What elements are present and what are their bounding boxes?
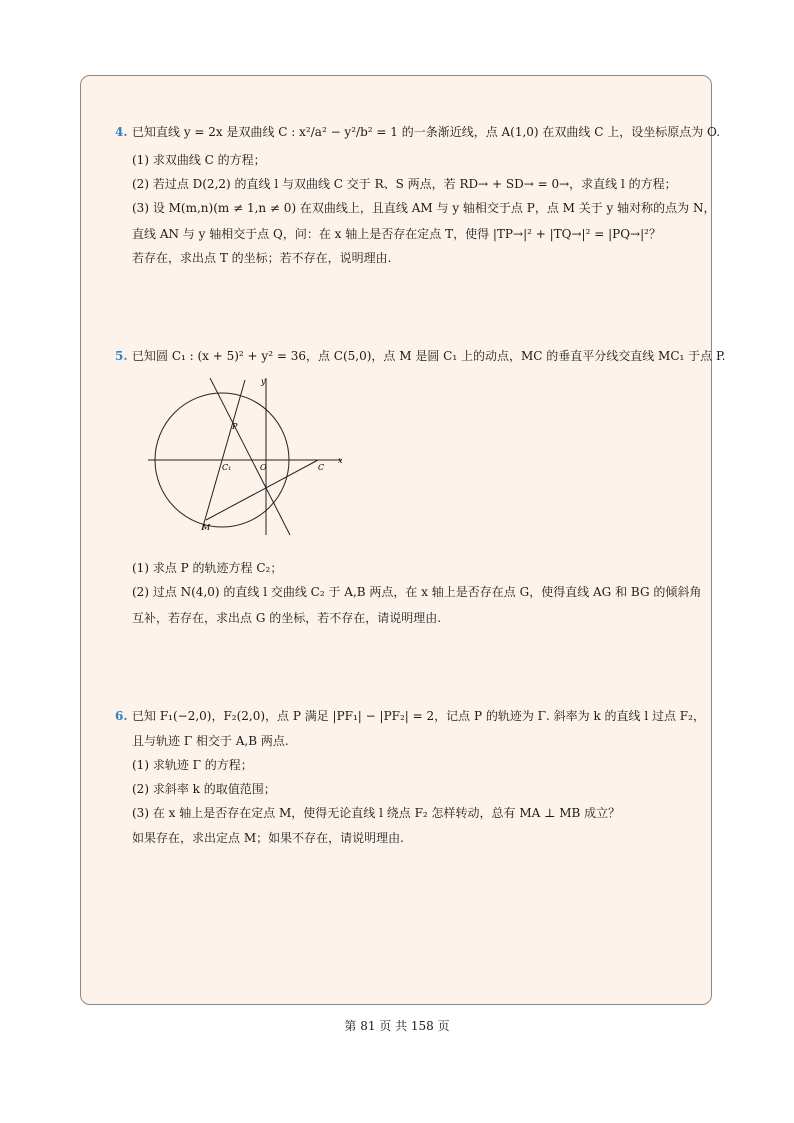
problem-5-line-3: (2) 过点 N(4,0) 的直线 l 交曲线 C₂ 于 A,B 两点，在 x 轴上是否存在点 G，使得直线 AG 和 BG 的倾斜角 (132, 585, 702, 599)
label-c: C (318, 463, 325, 472)
problem-4-line-6: 若存在，求出点 T 的坐标；若不存在，说明理由. (132, 251, 392, 265)
label-y: y (261, 377, 266, 386)
problem-5-number: 5. (115, 349, 128, 363)
label-p: P (232, 422, 238, 431)
problem-6-number: 6. (115, 709, 128, 723)
page-footer: 第 81 页 共 158 页 (344, 1019, 450, 1033)
problem-6-line-2: 且与轨迹 Γ 相交于 A,B 两点. (132, 734, 289, 748)
geometry-figure (140, 370, 350, 540)
problem-4-line-3: (2) 若过点 D(2,2) 的直线 l 与双曲线 C 交于 R、S 两点，若 RD→ + SD→ = 0→，求直线 l 的方程； (132, 177, 677, 191)
label-c1: C₁ (222, 463, 232, 472)
problem-4-line-1: 已知直线 y = 2x 是双曲线 C : x²/a² − y²/b² = 1 的一条渐近线，点 A(1,0) 在双曲线 C 上，设坐标原点为 O. (132, 125, 721, 139)
problem-5-line-1: 已知圆 C₁ : (x + 5)² + y² = 36，点 C(5,0)，点 M 是圆 C₁ 上的动点，MC 的垂直平分线交直线 MC₁ 于点 P. (132, 349, 726, 363)
problem-4-line-4: (3) 设 M(m,n)(m ≠ 1,n ≠ 0) 在双曲线上，且直线 AM 与 y 轴相交于点 P，点 M 关于 y 轴对称的点为 N， (132, 201, 716, 215)
problem-6-line-5: (3) 在 x 轴上是否存在定点 M，使得无论直线 l 绕点 F₂ 怎样转动，总有 MA ⊥ MB 成立？ (132, 806, 621, 820)
problem-4-line-5: 直线 AN 与 y 轴相交于点 Q，问：在 x 轴上是否存在定点 T，使得 |TP→|² + |TQ→|² = |PQ→|²？ (132, 227, 661, 241)
problem-5-line-4: 互补，若存在，求出点 G 的坐标，若不存在，请说明理由. (132, 611, 442, 625)
label-m: M (202, 523, 211, 532)
label-o: O (260, 463, 267, 472)
problem-4-number: 4. (115, 125, 128, 139)
problem-4-line-2: (1) 求双曲线 C 的方程； (132, 153, 266, 167)
problem-6-line-1: 已知 F₁(−2,0)，F₂(2,0)，点 P 满足 |PF₁| − |PF₂| = 2，记点 P 的轨迹为 Γ. 斜率为 k 的直线 l 过点 F₂， (132, 709, 705, 723)
label-x: x (338, 456, 343, 465)
problem-6-line-4: (2) 求斜率 k 的取值范围； (132, 782, 276, 796)
problem-6-line-6: 如果存在，求出定点 M；如果不存在，请说明理由. (132, 831, 404, 845)
problem-5-line-2: (1) 求点 P 的轨迹方程 C₂； (132, 561, 283, 575)
problem-6-line-3: (1) 求轨迹 Γ 的方程； (132, 758, 253, 772)
line-m-c1 (202, 380, 245, 530)
